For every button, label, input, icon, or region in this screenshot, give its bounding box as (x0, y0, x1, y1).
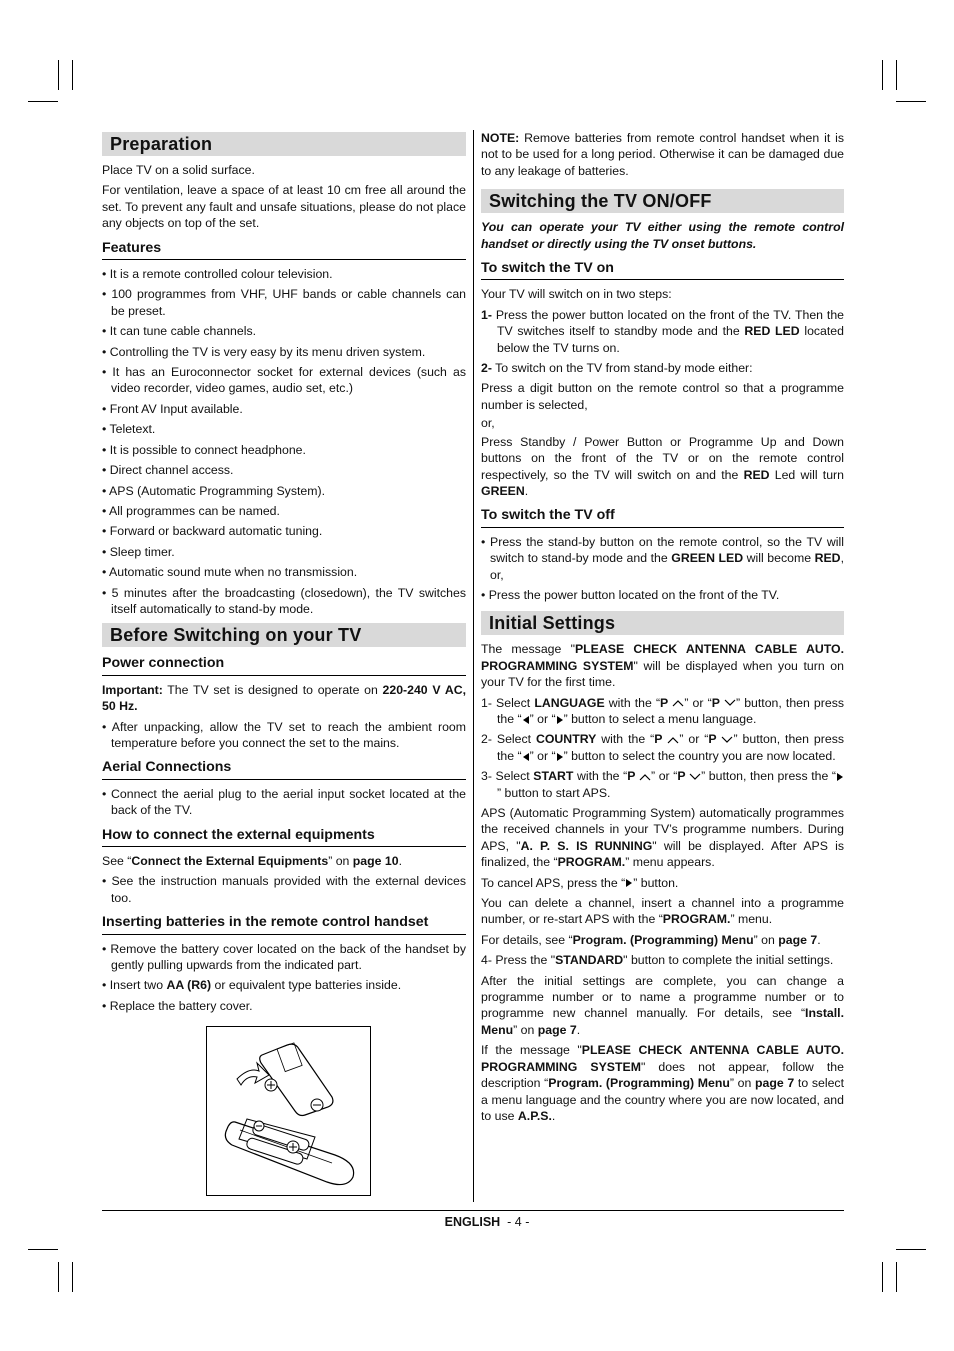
triangle-right-icon (836, 772, 844, 782)
list-item: • APS (Automatic Programming System). (102, 483, 325, 498)
step-2: 2- Select COUNTRY with the “P ” or “P ” button, then press the “ ” or “ ” button to select the country you are now located. (481, 732, 844, 763)
list-item: • Insert two AA (R6) or equivalent type batteries inside. (102, 978, 402, 993)
list-item: • Sleep timer. (102, 544, 175, 559)
section-title-initial: Initial Settings (481, 611, 844, 635)
paragraph: To cancel APS, press the “ ” button. (481, 875, 679, 890)
chevron-down-icon (721, 736, 733, 744)
subheading-batteries: Inserting batteries in the remote control handset (102, 914, 466, 934)
list-item: • Controlling the TV is very easy by its menu driven system. (102, 344, 426, 359)
chevron-down-icon (689, 773, 701, 781)
subheading-external: How to connect the external equipments (102, 827, 466, 847)
crop-mark (896, 1249, 926, 1250)
paragraph: Place TV on a solid surface. (102, 163, 255, 177)
step-1: 1- Press the power button located on the front of the TV. Then the TV switches itself to standby mode and the RED LED located below the TV turns on. (481, 307, 844, 355)
left-column (102, 130, 466, 1196)
paragraph: For ventilation, leave a space of at least 10 cm free all around the set. To prevent any fault and unsafe situations, please do not place any objects on top of the set. (102, 183, 466, 231)
crop-mark (882, 60, 883, 90)
paragraph: If the message "PLEASE CHECK ANTENNA CABLE AUTO. PROGRAMMING SYSTEM" does not appear, follow the description “Program. (Programming) Menu” on page 7 to select a menu language and the country where you are now located, and to use A.P.S.. (481, 1043, 845, 1123)
voltage: 220-240 V AC, 50 Hz. (102, 682, 466, 714)
switching-intro: You can operate your TV either using the remote control handset or directly using the TV onset buttons. (481, 220, 844, 251)
battery-illustration (206, 1026, 371, 1196)
crop-mark (28, 1249, 58, 1250)
crop-mark (58, 1262, 59, 1292)
crop-mark (58, 60, 59, 90)
right-column (481, 130, 844, 1128)
section-title-preparation: Preparation (102, 132, 466, 156)
column-divider (473, 130, 474, 1202)
list-item: • Automatic sound mute when no transmission. (102, 565, 358, 580)
chevron-up-icon (639, 773, 651, 781)
step-1: 1- Select LANGUAGE with the “P ” or “P ” button, then press the “ ” or “ ” button to select a menu language. (481, 695, 844, 726)
footer-language: ENGLISH (444, 1215, 501, 1229)
paragraph: APS (Automatic Programming System) automatically programmes the received channels in your TV’s programme numbers. During APS, "A. P. S. IS RUNNING" will be displayed. After APS is finalized, the “PROGRAM.” menu appears. (481, 806, 844, 870)
paragraph: After the initial settings are complete, you can change a programme number or to name a programme number or to programme new channel manually. For details, see “Install. Menu” on page 7. (481, 973, 844, 1037)
list-item: • It is a remote controlled colour television. (102, 267, 333, 282)
list-item: • After unpacking, allow the TV set to reach the ambient room temperature before you connect the set to the mains. (102, 719, 466, 750)
see-reference: See “Connect the External Equipments” on page 10. (102, 854, 403, 868)
page-footer (0, 1215, 954, 1229)
note: NOTE: Remove batteries from remote control handset when it is not to be used for a long period. Otherwise it can be damaged due to any leakage of batteries. (481, 131, 844, 178)
step-2: 2- To switch on the TV from stand-by mode either: (481, 361, 753, 376)
list-item: • 100 programmes from VHF, UHF bands or cable channels can be preset. (102, 287, 466, 318)
footer-rule (102, 1210, 844, 1211)
list-item: • It has an Euroconnector socket for external devices (such as video recorder, video games, audio set, etc.) (102, 365, 466, 396)
list-item: • It can tune cable channels. (102, 324, 257, 339)
crop-mark (896, 60, 897, 90)
features-list (102, 266, 466, 617)
paragraph: For details, see “Program. (Programming) Menu” on page 7. (481, 932, 821, 947)
paragraph: You can delete a channel, insert a channel into a programme number, or re-start APS with the “PROGRAM.” menu. (481, 896, 844, 927)
list-item: • See the instruction manuals provided with the external devices too. (102, 874, 466, 905)
paragraph: or, (481, 416, 495, 431)
list-item: • Replace the battery cover. (102, 998, 253, 1013)
list-item: • All programmes can be named. (102, 503, 280, 518)
list-item: • Press the stand-by button on the remote control, so the TV will switch to stand-by mode and the GREEN LED will become RED, or, (481, 534, 844, 582)
list-item: • Forward or backward automatic tuning. (102, 524, 323, 539)
subheading-aerial: Aerial Connections (102, 759, 466, 779)
triangle-right-icon (556, 752, 564, 762)
paragraph: Press a digit button on the remote control so that a programme number is selected, (481, 381, 844, 412)
subheading-features: Features (102, 240, 466, 260)
crop-mark (72, 60, 73, 90)
section-title-switching: Switching the TV ON/OFF (481, 189, 844, 213)
subheading-switch-on: To switch the TV on (481, 260, 844, 280)
triangle-left-icon (522, 752, 530, 762)
list-item: • Direct channel access. (102, 463, 234, 478)
subheading-power: Power connection (102, 655, 466, 675)
list-item: • Connect the aerial plug to the aerial input socket located at the back of the TV. (102, 786, 466, 818)
list-item: • Teletext. (102, 422, 156, 437)
crop-mark (896, 101, 926, 102)
step-4: 4- Press the "STANDARD" button to complete the initial settings. (481, 953, 834, 968)
page-number: - 4 - (507, 1215, 530, 1229)
step-3: 3- Select START with the “P ” or “P ” button, then press the “” button to start APS. (481, 768, 844, 801)
chevron-up-icon (672, 699, 684, 707)
paragraph: Your TV will switch on in two steps: (481, 287, 672, 302)
crop-mark (882, 1262, 883, 1292)
list-item: • It is possible to connect headphone. (102, 442, 306, 457)
list-item: • 5 minutes after the broadcasting (closedown), the TV switches itself automatically to stand-by mode. (102, 585, 466, 616)
crop-mark (28, 101, 58, 102)
triangle-right-icon (556, 715, 564, 725)
crop-mark (72, 1262, 73, 1292)
important-label: Important: (102, 682, 163, 697)
paragraph: Press Standby / Power Button or Programme Up and Down buttons on the front of the TV or on the remote control respectively, so the TV will switch on and the RED Led will turn GREEN. (481, 434, 844, 498)
section-title-before-switching: Before Switching on your TV (102, 623, 466, 647)
list-item: • Front AV Input available. (102, 401, 243, 416)
chevron-up-icon (667, 736, 679, 744)
remote-battery-icon (207, 1027, 370, 1195)
list-item: • Remove the battery cover located on the back of the handset by gently pulling upwards from the indicated part. (102, 941, 466, 973)
triangle-left-icon (522, 715, 530, 725)
important-note: Important: The TV set is designed to operate on 220-240 V AC, 50 Hz. (102, 682, 466, 714)
crop-mark (896, 1262, 897, 1292)
chevron-down-icon (724, 699, 736, 707)
paragraph: The message "PLEASE CHECK ANTENNA CABLE AUTO. PROGRAMMING SYSTEM" will be displayed when you turn on your TV for the first time. (481, 642, 844, 690)
subheading-switch-off: To switch the TV off (481, 507, 844, 527)
list-item: • Press the power button located on the front of the TV. (481, 587, 780, 602)
